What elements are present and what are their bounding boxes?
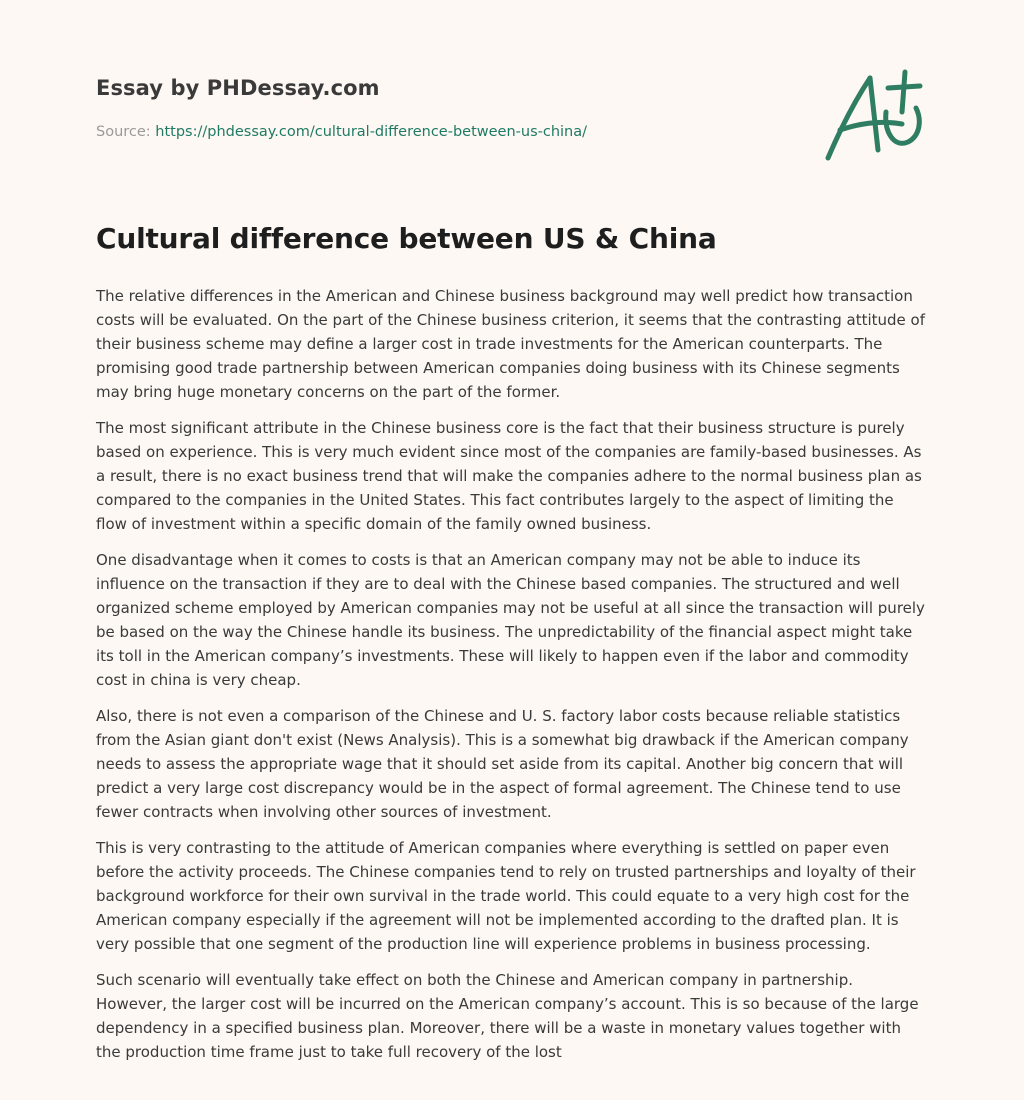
source-label: Source: xyxy=(96,124,156,140)
paragraph: Also, there is not even a comparison of the Chinese and U. S. factory labor costs because reliable statistics from the Asian giant don't exist (News Analysis). This is a somewhat big drawback if the American company needs to assess the appropriate wage that it should set aside from its capital. Another big concern that will predict a very large cost discrepancy would be in the aspect of formal agreement. The Chinese tend to use fewer contracts when involving other sources of investment. xyxy=(96,707,909,821)
a-plus-logo-icon xyxy=(818,66,930,166)
essay-title: Cultural difference between US & China xyxy=(96,222,717,255)
paragraph: One disadvantage when it comes to costs is that an American company may not be able to induce its influence on the transaction if they are to deal with the Chinese based companies. The structured and well organized scheme employed by American companies may not be useful at all since the transaction will purely be based on the way the Chinese handle its business. The unpredictability of the financial aspect might take its toll in the American company’s investments. These will likely to happen even if the labor and commodity cost in china is very cheap. xyxy=(96,551,925,689)
paragraph: This is very contrasting to the attitude of American companies where everything is settled on paper even before the activity proceeds. The Chinese companies tend to rely on trusted partnerships and loyalty of their background workforce for their own survival in the trade world. This could equate to a very high cost for the American company especially if the agreement will not be implemented according to the drafted plan. It is very possible that one segment of the production line will experience problems in business processing. xyxy=(96,839,916,953)
essay-body xyxy=(96,284,928,1076)
paragraph: Such scenario will eventually take effect on both the Chinese and American company in partnership. However, the larger cost will be incurred on the American company’s account. This is so because of the large dependency in a specified business plan. Moreover, there will be a waste in monetary values together with the production time frame just to take full recovery of the lost xyxy=(96,971,919,1061)
paragraph: The most significant attribute in the Chinese business core is the fact that their business structure is purely based on experience. This is very much evident since most of the companies are family-based businesses. As a result, there is no exact business trend that will make the companies adhere to the normal business plan as compared to the companies in the United States. This fact contributes largely to the aspect of limiting the flow of investment within a specific domain of the family owned business. xyxy=(96,419,922,533)
source-link[interactable]: https://phdessay.com/cultural-difference-between-us-china/ xyxy=(155,124,588,140)
source-line xyxy=(96,124,587,140)
site-title: Essay by PHDessay.com xyxy=(96,76,380,100)
paragraph: The relative differences in the American and Chinese business background may well predict how transaction costs will be evaluated. On the part of the Chinese business criterion, it seems that the contrasting attitude of their business scheme may define a larger cost in trade investments for the American counterparts. The promising good trade partnership between American companies doing business with its Chinese segments may bring huge monetary concerns on the part of the former. xyxy=(96,287,925,401)
